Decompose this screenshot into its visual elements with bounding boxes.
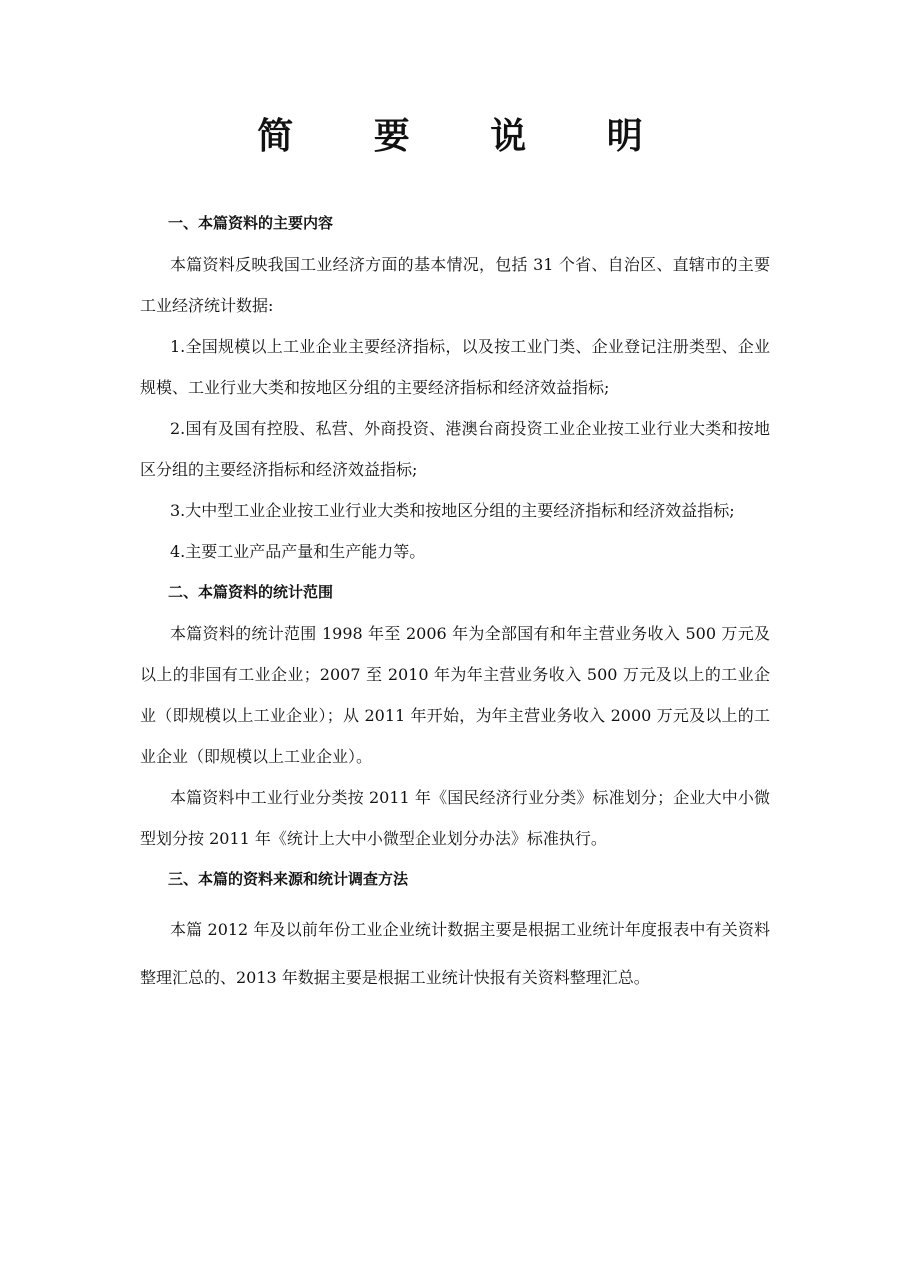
section-heading-1: 一、本篇资料的主要内容 <box>168 214 334 232</box>
section-1-paragraph-2: 1.全国规模以上工业企业主要经济指标，以及按工业门类、企业登记注册类型、企业规模、工业行业大类和按地区分组的主要经济指标和经济效益指标; <box>140 337 770 397</box>
page-title: 简 要 说 明 <box>257 115 677 157</box>
section-1-paragraph-4: 3.大中型工业企业按工业行业大类和按地区分组的主要经济指标和经济效益指标; <box>170 501 735 520</box>
section-2-paragraph-2: 本篇资料中工业行业分类按 2011 年《国民经济行业分类》标准划分；企业大中小微型划分按 2011 年《统计上大中小微型企业划分办法》标准执行。 <box>140 788 770 848</box>
section-1-paragraph-3: 2.国有及国有控股、私营、外商投资、港澳台商投资工业企业按工业行业大类和按地区分组的主要经济指标和经济效益指标; <box>140 419 770 479</box>
document-body <box>140 203 770 1002</box>
section-1-paragraph-1: 本篇资料反映我国工业经济方面的基本情况，包括 31 个省、自治区、直辖市的主要工业经济统计数据: <box>140 255 770 315</box>
section-3-paragraph-1: 本篇 2012 年及以前年份工业企业统计数据主要是根据工业统计年度报表中有关资料整理汇总的、2013 年数据主要是根据工业统计快报有关资料整理汇总。 <box>140 920 770 987</box>
section-heading-2: 二、本篇资料的统计范围 <box>168 583 334 601</box>
section-1-paragraph-5: 4.主要工业产品产量和生产能力等。 <box>170 542 426 561</box>
section-heading-3: 三、本篇的资料来源和统计调查方法 <box>168 870 409 888</box>
section-2-paragraph-1: 本篇资料的统计范围 1998 年至 2006 年为全部国有和年主营业务收入 500 万元及以上的非国有工业企业；2007 至 2010 年为年主营业务收入 500 万元及以上的工业企业（即规模以上工业企业）；从 2011 年开始，为年主营业务收入 2000 万元及以上的工业企业（即规模以上工业企业）。 <box>140 624 770 766</box>
